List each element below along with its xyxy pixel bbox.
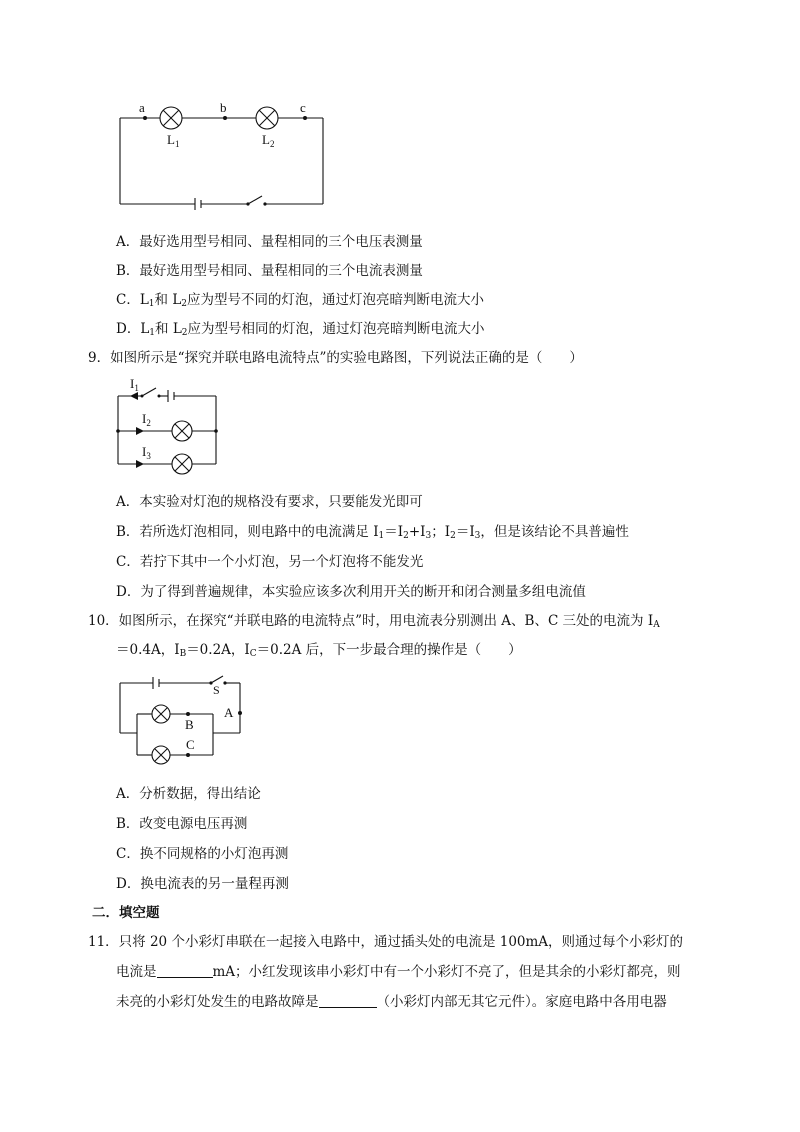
q8-option-d[interactable]: D．$L_1$和 $L_2$应为型号相同的灯泡，通过灯泡亮暗判断电流大小 — [116, 321, 485, 338]
series-circuit-diagram — [110, 98, 335, 214]
q11-line2: 电流是 mA；小红发现该串小彩灯中有一个小彩灯不亮了，但是其余的小彩灯都亮，则 — [116, 964, 681, 980]
q10-option-a[interactable]: A．分析数据，得出结论 — [116, 786, 261, 802]
q9-option-b[interactable]: B．若所选灯泡相同，则电路中的电流满足 $I_1=I_2+I_3$；$I_2=I_3$，但是该结论不具普遍性 — [116, 524, 629, 541]
q9-option-a[interactable]: A．本实验对灯泡的规格没有要求，只要能发光即可 — [116, 494, 423, 510]
point-b-label: B — [185, 717, 194, 732]
node-a-label: a — [139, 100, 145, 115]
q10-stem-line2: ＝0.4A，$I_B=0.2A$，$I_C=0.2A$ 后，下一步最合理的操作是（ ） — [116, 642, 522, 659]
q9-option-d[interactable]: D．为了得到普遍规律，本实验应该多次利用开关的断开和闭合测量多组电流值 — [116, 584, 586, 600]
node-c-label: c — [300, 100, 306, 115]
q11-line3: 未亮的小彩灯处发生的电路故障是 （小彩灯内部无其它元件）。家庭电路中各用电器 — [116, 994, 667, 1010]
parallel-circuit-diagram-q9 — [112, 376, 224, 476]
current-i2-label: $I_2$ — [142, 411, 151, 428]
point-a-label: A — [224, 705, 234, 720]
lamp-l1-label: $L_1$ — [167, 132, 180, 149]
q8-option-b[interactable]: B．最好选用型号相同、量程相同的三个电流表测量 — [116, 263, 423, 279]
node-b-label: b — [220, 100, 227, 115]
current-i3-label: $I_3$ — [142, 444, 151, 461]
lamp-l2-label: $L_2$ — [262, 132, 275, 149]
switch-s-label: S — [213, 683, 220, 697]
parallel-circuit-diagram-q10 — [115, 670, 255, 770]
q10-option-d[interactable]: D．换电流表的另一量程再测 — [116, 876, 289, 892]
q9-stem: 9．如图所示是“探究并联电路电流特点”的实验电路图，下列说法正确的是（ ） — [88, 350, 583, 366]
q8-option-c[interactable]: C．$L_1$和 $L_2$应为型号不同的灯泡，通过灯泡亮暗判断电流大小 — [116, 292, 485, 309]
point-c-label: C — [186, 737, 195, 752]
q11-line1: 11．只将 20 个小彩灯串联在一起接入电路中，通过插头处的电流是 100mA，则通过每个小彩灯的 — [88, 934, 684, 950]
q9-option-c[interactable]: C．若拧下其中一个小灯泡，另一个灯泡将不能发光 — [116, 554, 424, 570]
section-heading-fill-in: 二．填空题 — [92, 905, 160, 921]
q8-option-a[interactable]: A．最好选用型号相同、量程相同的三个电压表测量 — [116, 234, 423, 250]
q10-option-c[interactable]: C．换不同规格的小灯泡再测 — [116, 846, 289, 862]
q11-blank-1[interactable] — [157, 963, 213, 978]
current-i1-label: $I_1$ — [130, 376, 139, 393]
q10-stem-line1: 10．如图所示，在探究“并联电路的电流特点”时，用电流表分别测出 A、B、C 三处的电流为 $I_A$ — [88, 613, 660, 630]
q10-option-b[interactable]: B．改变电源电压再测 — [116, 816, 248, 832]
q11-blank-2[interactable] — [319, 993, 377, 1008]
